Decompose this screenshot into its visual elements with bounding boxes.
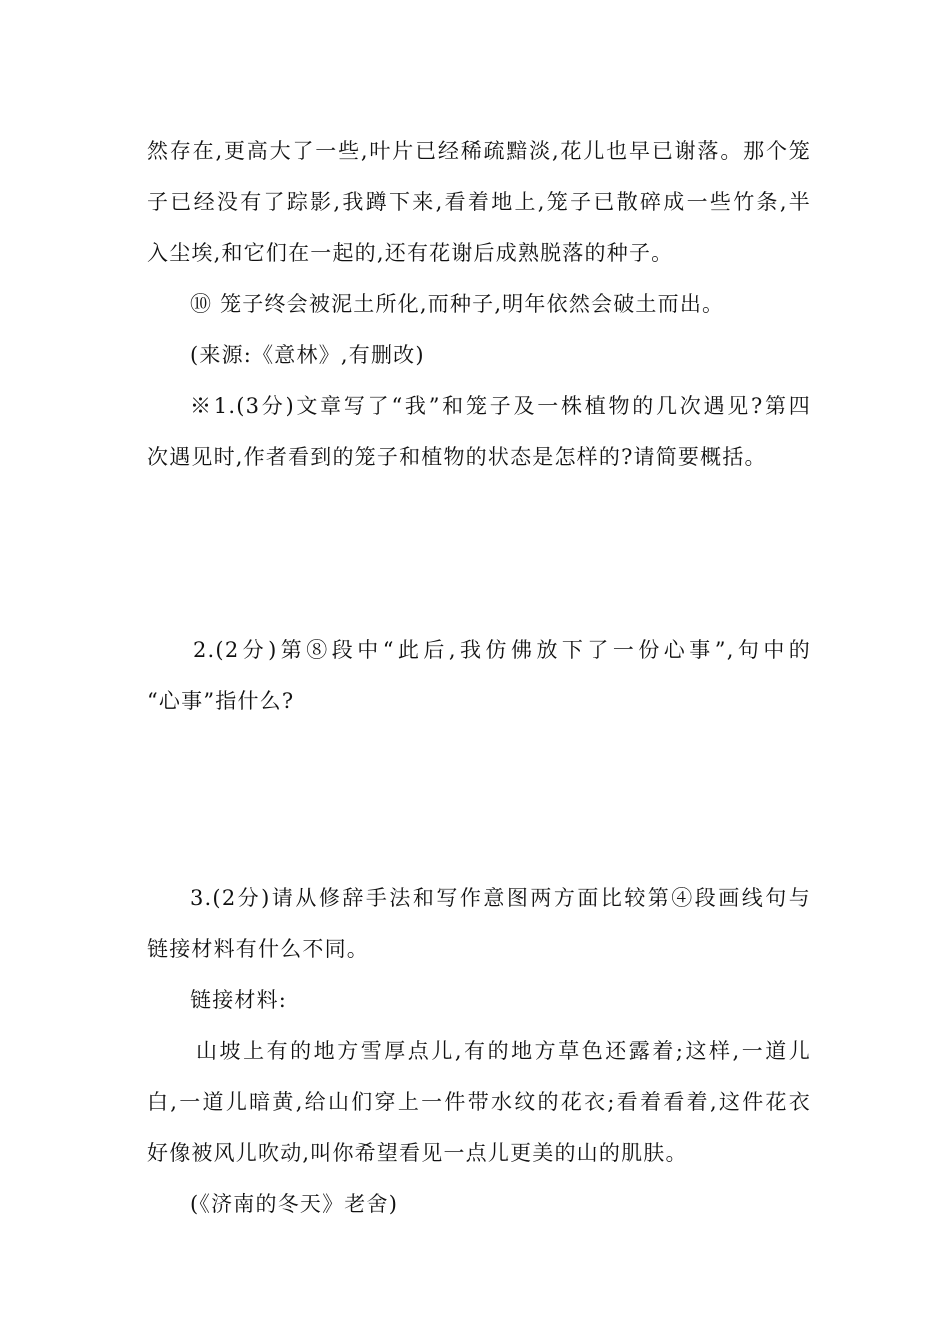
link-material-label: 链接材料: bbox=[190, 988, 288, 1012]
question-3-line-1: 3.(2分)请从修辞手法和写作意图两方面比较第④段画线句与 bbox=[190, 886, 811, 910]
link-material-source: (《济南的冬天》老舍) bbox=[190, 1192, 399, 1216]
link-material-line-3: 好像被风儿吹动,叫你希望看见一点儿更美的山的肌肤。 bbox=[147, 1141, 688, 1165]
link-material-line-1: 山坡上有的地方雪厚点儿,有的地方草色还露着;这样,一道儿 bbox=[196, 1039, 811, 1063]
question-3-line-2: 链接材料有什么不同。 bbox=[147, 937, 369, 961]
paragraph-9-line-1: 然存在,更高大了一些,叶片已经稀疏黯淡,花儿也早已谢落。那个笼 bbox=[147, 139, 811, 163]
passage-source: (来源:《意林》,有删改) bbox=[190, 343, 425, 367]
question-1-line-2: 次遇见时,作者看到的笼子和植物的状态是怎样的?请简要概括。 bbox=[147, 445, 767, 469]
paragraph-9-line-2: 子已经没有了踪影,我蹲下来,看着地上,笼子已散碎成一些竹条,半 bbox=[147, 190, 811, 214]
question-1-line-1: ※1.(3分)文章写了“我”和笼子及一株植物的几次遇见?第四 bbox=[190, 394, 811, 418]
paragraph-10: ⑩ 笼子终会被泥土所化,而种子,明年依然会破土而出。 bbox=[190, 292, 725, 316]
paragraph-9-line-3: 入尘埃,和它们在一起的,还有花谢后成熟脱落的种子。 bbox=[147, 241, 674, 265]
link-material-line-2: 白,一道儿暗黄,给山们穿上一件带水纹的花衣;看着看着,这件花衣 bbox=[147, 1090, 811, 1114]
question-2-line-2: “心事”指什么? bbox=[147, 689, 295, 713]
question-2-line-1: 2.(2分)第⑧段中“此后,我仿佛放下了一份心事”,句中的 bbox=[193, 638, 811, 662]
